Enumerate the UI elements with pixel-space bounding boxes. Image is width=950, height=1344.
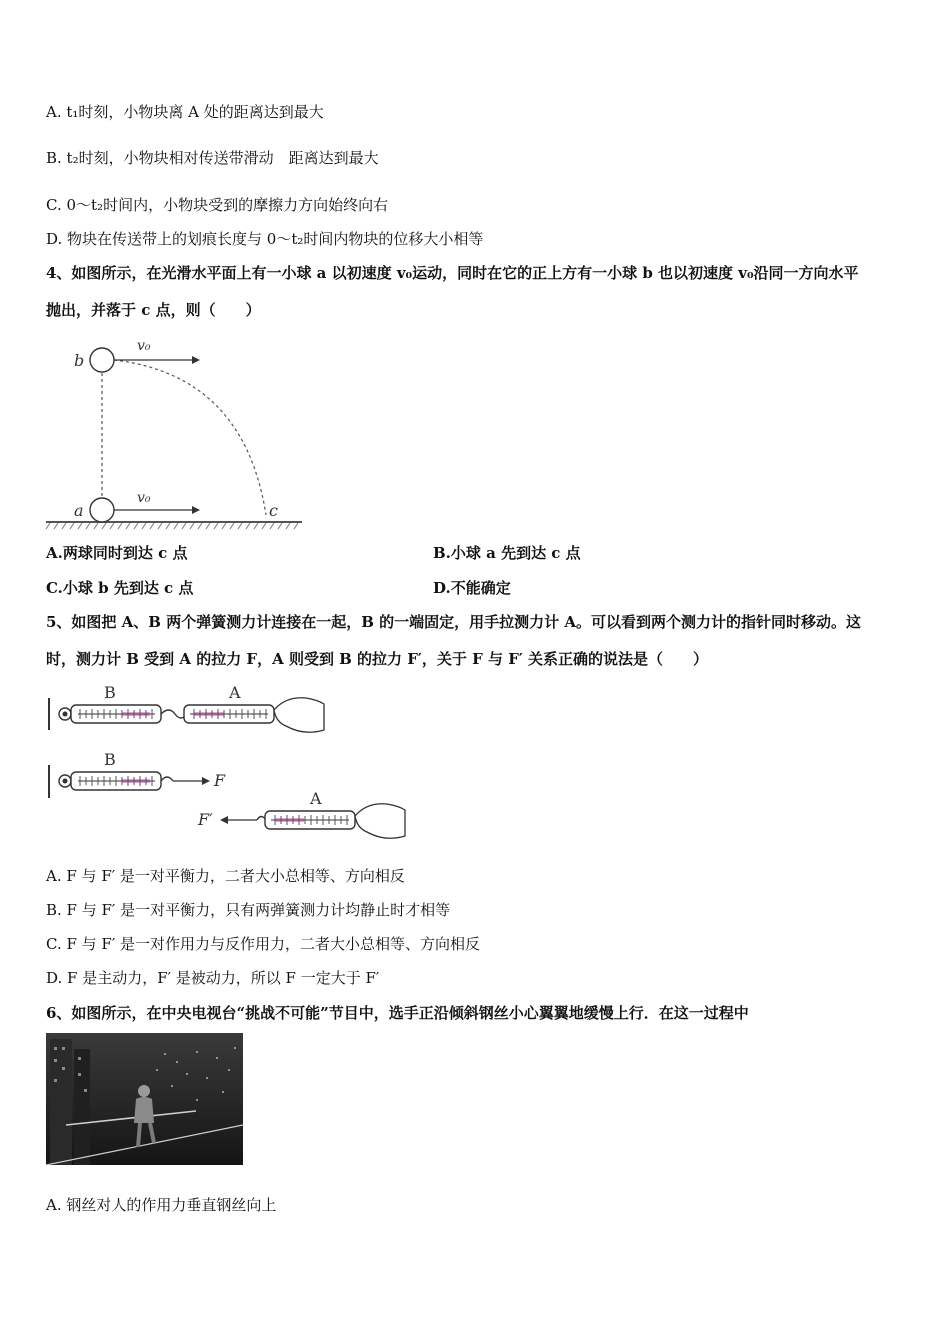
q3-option-c: C. 0～t₂时间内，小物块受到的摩擦力方向始终向右 — [46, 196, 389, 214]
meter-b-top — [71, 705, 161, 723]
hand-top — [274, 698, 324, 733]
ball-a — [90, 498, 114, 522]
q5-option-b: B. F 与 F′ 是一对平衡力，只有两弹簧测力计均静止时才相等 — [46, 901, 451, 919]
q5-option-a: A. F 与 F′ 是一对平衡力，二者大小总相等、方向相反 — [46, 867, 405, 885]
q5-spring-scale-figure — [44, 680, 409, 845]
q5-option-c: C. F 与 F′ 是一对作用力与反作用力，二者大小总相等、方向相反 — [46, 935, 481, 953]
label-force-f-prime: F′ — [198, 810, 213, 829]
hand-bottom — [355, 804, 405, 839]
q4-option-d: D.不能确定 — [433, 579, 511, 597]
tightrope-photo — [46, 1033, 243, 1165]
label-v0-bottom: v₀ — [137, 490, 151, 506]
q5-stem-line1: 5、如图把 A、B 两个弹簧测力计连接在一起，B 的一端固定，用手拉测力计 A。可以看到两个测力计的指针同时移动。这 — [46, 613, 861, 631]
q4-option-a: A.两球同时到达 c 点 — [46, 544, 188, 562]
q5-option-d: D. F 是主动力，F′ 是被动力，所以 F 一定大于 F′ — [46, 969, 380, 987]
q5-stem-line2: 时，测力计 B 受到 A 的拉力 F，A 则受到 B 的拉力 F′，关于 F 与 F′ 关系正确的说法是（ ） — [46, 650, 709, 668]
label-a-top: A — [229, 683, 241, 702]
label-a-bottom: A — [310, 789, 322, 808]
label-b: b — [74, 351, 85, 370]
ball-b — [90, 348, 114, 372]
q4-option-c: C.小球 b 先到达 c 点 — [46, 579, 194, 597]
label-a: a — [74, 501, 84, 520]
q4-stem-line2: 抛出，并落于 c 点，则（ ） — [46, 301, 261, 319]
meter-a-top — [184, 705, 274, 723]
q3-option-b: B. t₂时刻，小物块相对传送带滑动 距离达到最大 — [46, 149, 379, 167]
label-b-middle: B — [104, 750, 116, 769]
q3-option-d: D. 物块在传送带上的划痕长度与 0～t₂时间内物块的位移大小相等 — [46, 230, 484, 248]
q4-stem-line1: 4、如图所示，在光滑水平面上有一小球 a 以初速度 v₀运动，同时在它的正上方有一小球 b 也以初速度 v₀沿同一方向水平 — [46, 264, 859, 282]
q6-stem: 6、如图所示，在中央电视台“挑战不可能”节目中，选手正沿倾斜钢丝小心翼翼地缓慢上行．在这一过程中 — [46, 1004, 749, 1022]
q4-option-b: B.小球 a 先到达 c 点 — [433, 544, 581, 562]
label-b-top: B — [104, 683, 116, 702]
q6-option-a: A. 钢丝对人的作用力垂直钢丝向上 — [46, 1196, 277, 1214]
q3-option-a: A. t₁时刻，小物块离 A 处的距离达到最大 — [46, 103, 324, 121]
label-v0-top: v₀ — [137, 338, 151, 354]
label-c: c — [269, 501, 278, 520]
q4-projectile-figure — [44, 335, 306, 535]
label-force-f: F — [214, 771, 226, 790]
meter-b-middle — [71, 772, 161, 790]
meter-a-bottom — [265, 811, 355, 829]
